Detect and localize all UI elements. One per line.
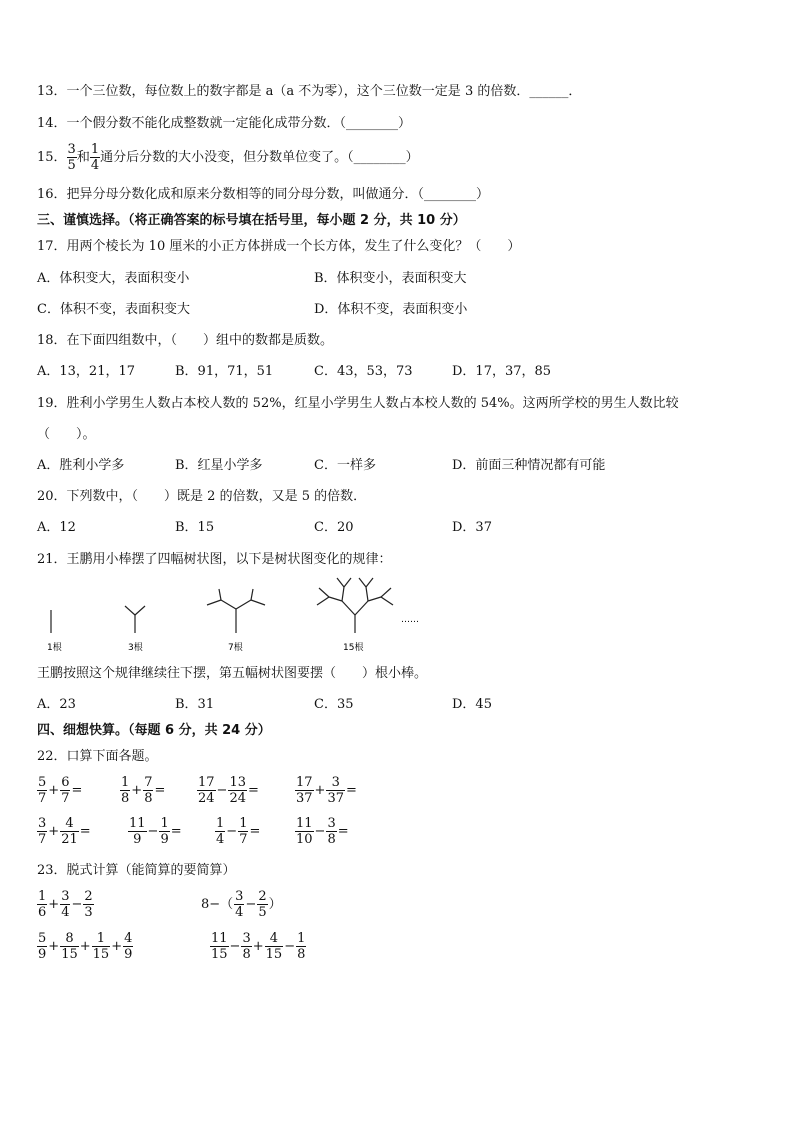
q20-option-d: D．37 (452, 520, 492, 535)
fraction: $\frac{1}{15}$ (92, 931, 110, 962)
fraction: $\frac{2}{5}$ (258, 889, 267, 920)
operator: − (71, 896, 83, 912)
operator: = (154, 782, 166, 798)
operator: ） (268, 896, 282, 912)
q17-option-a: A．体积变大，表面积变小 (37, 271, 190, 286)
fraction: $\frac{6}{7}$ (61, 775, 70, 806)
operator: + (111, 938, 123, 954)
q23-expression (200, 889, 283, 920)
fraction: $\frac{4}{15}$ (265, 931, 283, 962)
operator: + (131, 782, 143, 798)
q18-option-b: B．91，71，51 (175, 364, 274, 379)
fraction: $\frac{3}{4}$ (61, 889, 70, 920)
operator: − (245, 896, 257, 912)
q21-option-b: B．31 (175, 697, 215, 712)
q17-option-c: C．体积不变，表面积变大 (37, 302, 190, 317)
q15-and: 和 (76, 150, 90, 165)
q19-option-d: D．前面三种情况都有可能 (452, 458, 606, 473)
operator: = (337, 823, 349, 839)
operator: + (48, 938, 60, 954)
fraction: $\frac{1}{9}$ (160, 816, 169, 847)
question-15 (37, 142, 419, 174)
question-23: 23．脱式计算（能简算的要简算） (37, 863, 236, 878)
operator: + (48, 782, 60, 798)
q22-expression (295, 775, 358, 806)
q15-fraction-1: $\frac{3}{5}$ (67, 142, 76, 173)
q23-expression (210, 931, 306, 962)
q22-expression (295, 816, 350, 847)
fraction: $\frac{11}{10}$ (296, 816, 313, 847)
operator: = (249, 823, 261, 839)
fraction: $\frac{1}{8}$ (297, 931, 306, 962)
fraction: $\frac{1}{6}$ (38, 889, 47, 920)
q21-option-d: D．45 (452, 697, 492, 712)
q22-expression (215, 816, 261, 847)
fraction: $\frac{11}{15}$ (211, 931, 228, 962)
fraction: $\frac{4}{9}$ (124, 931, 133, 962)
fraction: $\frac{5}{9}$ (38, 931, 47, 962)
operator: = (248, 782, 259, 798)
tree-4-label: 15根 (343, 643, 364, 653)
tree-2-label: 3根 (128, 643, 143, 653)
q21-option-a: A．23 (37, 697, 76, 712)
q15-fraction-2: $\frac{1}{4}$ (90, 142, 100, 173)
q17-option-d: D．体积不变，表面积变小 (314, 302, 468, 317)
q15-text: 通分后分数的大小没变，但分数单位变了。（________） (100, 150, 419, 165)
q22-expression (37, 816, 92, 847)
operator: 8−（ (201, 896, 234, 912)
fraction: $\frac{3}{37}$ (327, 775, 344, 806)
operator: + (48, 823, 60, 839)
question-22: 22．口算下面各题。 (37, 749, 158, 764)
fraction: $\frac{3}{8}$ (242, 931, 251, 962)
question-21: 21．王鹏用小棒摆了四幅树状图，以下是树状图变化的规律： (37, 552, 392, 567)
operator: − (147, 823, 159, 839)
tree-3 (207, 589, 265, 633)
fraction: $\frac{17}{37}$ (296, 775, 313, 806)
operator: + (314, 782, 326, 798)
operator: − (226, 823, 238, 839)
question-13: 13．一个三位数，每位数上的数字都是 a（a 不为零），这个三位数一定是 3 的倍数．______． (37, 84, 582, 99)
tree-4 (317, 578, 393, 633)
q19-option-c: C．一样多 (314, 458, 376, 473)
q18-option-d: D．17，37，85 (452, 364, 552, 379)
tree-2 (125, 606, 145, 633)
question-17: 17．用两个棱长为 10 厘米的小正方体拼成一个长方体，发生了什么变化？（ ） (37, 239, 521, 254)
operator: = (346, 782, 357, 798)
fraction: $\frac{3}{7}$ (38, 816, 47, 847)
operator: + (252, 938, 264, 954)
q23-expression (37, 889, 94, 920)
operator: = (71, 782, 83, 798)
q20-option-c: C．20 (314, 520, 354, 535)
fraction: $\frac{1}{4}$ (216, 816, 225, 847)
question-18: 18．在下面四组数中，（ ）组中的数都是质数。 (37, 333, 334, 348)
tree-3-label: 7根 (228, 643, 243, 653)
section-3-heading: 三、谨慎选择。（将正确答案的标号填在括号里，每小题 2 分，共 10 分） (37, 213, 466, 228)
fraction: $\frac{1}{8}$ (121, 775, 130, 806)
operator: + (79, 938, 91, 954)
q23-expression (37, 931, 133, 962)
q19-option-b: B．红星小学多 (175, 458, 263, 473)
q22-expression (128, 816, 183, 847)
q22-expression (120, 775, 166, 806)
q19-option-a: A．胜利小学多 (37, 458, 125, 473)
question-20: 20．下列数中，（ ）既是 2 的倍数，又是 5 的倍数． (37, 489, 367, 504)
operator: − (284, 938, 296, 954)
operator: − (216, 782, 228, 798)
fraction: $\frac{3}{8}$ (327, 816, 336, 847)
question-16: 16．把异分母分数化成和原来分数相等的同分母分数，叫做通分．（________） (37, 187, 490, 202)
fraction: $\frac{2}{3}$ (84, 889, 93, 920)
q15-number: 15． (37, 150, 67, 165)
section-4-heading: 四、细想快算。（每题 6 分，共 24 分） (37, 723, 271, 738)
fraction: $\frac{3}{4}$ (235, 889, 244, 920)
tree-continuation-dots: …… (401, 615, 419, 625)
q21-option-c: C．35 (314, 697, 354, 712)
question-21-continuation: 王鹏按照这个规律继续往下摆，第五幅树状图要摆（ ）根小棒。 (37, 666, 428, 681)
fraction: $\frac{1}{7}$ (239, 816, 248, 847)
q18-option-a: A．13，21，17 (37, 364, 136, 379)
operator: = (170, 823, 182, 839)
q22-expression (197, 775, 260, 806)
q20-option-b: B．15 (175, 520, 215, 535)
q22-expression (37, 775, 83, 806)
q18-option-c: C．43，53，73 (314, 364, 413, 379)
tree-1-label: 1根 (47, 643, 62, 653)
question-19: 19．胜利小学男生人数占本校人数的 52%，红星小学男生人数占本校人数的 54%。这两所学校的男生人数比较 (37, 396, 679, 411)
fraction: $\frac{8}{15}$ (61, 931, 78, 962)
question-14: 14．一个假分数不能化成整数就一定能化成带分数．（________） (37, 116, 412, 131)
operator: + (48, 896, 60, 912)
fraction: $\frac{11}{9}$ (129, 816, 146, 847)
q20-option-a: A．12 (37, 520, 76, 535)
tree-figures (37, 575, 437, 660)
question-19-blank: （ ）。 (37, 427, 96, 442)
operator: − (314, 823, 326, 839)
fraction: $\frac{4}{21}$ (61, 816, 78, 847)
fraction: $\frac{13}{24}$ (229, 775, 246, 806)
fraction: $\frac{7}{8}$ (144, 775, 153, 806)
operator: − (229, 938, 241, 954)
fraction: $\frac{5}{7}$ (38, 775, 47, 806)
operator: = (79, 823, 91, 839)
q17-option-b: B．体积变小，表面积变大 (314, 271, 467, 286)
fraction: $\frac{17}{24}$ (198, 775, 215, 806)
